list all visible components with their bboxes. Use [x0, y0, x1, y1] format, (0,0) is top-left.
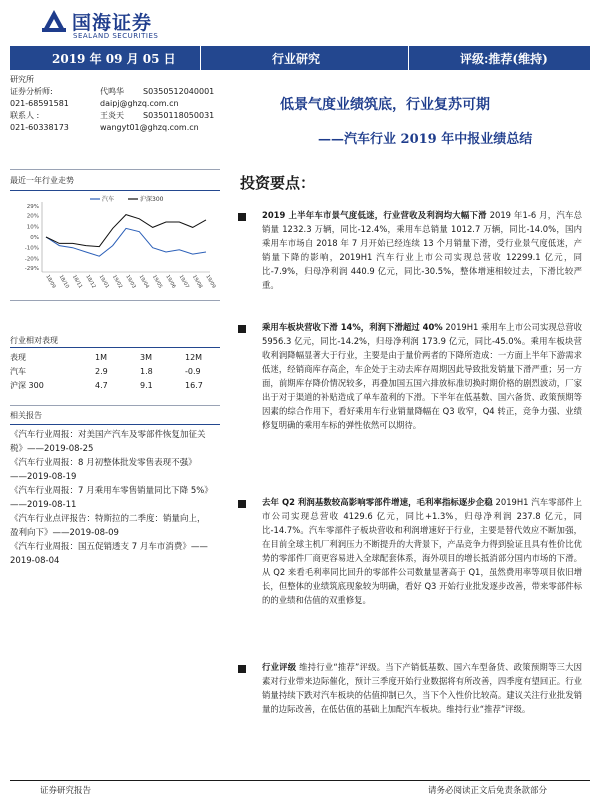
bullet-square — [238, 500, 246, 508]
key-points-heading: 投资要点： — [240, 174, 316, 192]
sealand-logo-icon — [40, 6, 68, 34]
bullet-square — [238, 665, 246, 673]
analyst-email[interactable]: daipj@ghzq.com.cn — [100, 99, 179, 108]
x-tick-label: 19/06 — [164, 274, 177, 290]
report-type: 行业研究 — [272, 52, 321, 66]
analyst-row: 证券分析师: 代鸣华 S0350512040001 — [10, 87, 215, 96]
institute-label: 研究所 — [10, 75, 34, 84]
table-header-row: 表现 1M 3M 12M — [10, 352, 203, 362]
divider — [10, 405, 220, 406]
divider — [10, 300, 220, 301]
logo-english-name: SEALAND SECURITIES — [73, 32, 159, 40]
header-divider — [408, 46, 409, 70]
analyst-row: 联系人 : 王炎天 S0350118050031 — [10, 111, 215, 120]
x-tick-label: 19/08 — [190, 274, 204, 290]
y-tick-label: -10% — [24, 245, 39, 252]
chart-legend — [90, 195, 164, 203]
x-tick-label: 19/04 — [137, 274, 151, 290]
rating: 评级:推荐(维持) — [460, 52, 548, 66]
analyst-email[interactable]: wangyt01@ghzq.com.cn — [100, 123, 199, 132]
analyst-block — [10, 86, 230, 134]
series-line-hs300 — [46, 215, 206, 247]
analyst-row: 021-68591581 daipj@ghzq.com.cn — [10, 99, 179, 108]
y-tick-label: 29% — [26, 204, 39, 210]
y-tick-label: 20% — [26, 213, 39, 220]
related-report-item[interactable]: 《汽车行业周报：国五促销透支 7 月车市消费》——2019-08-04 — [10, 542, 208, 566]
x-tick-label: 19/05 — [150, 274, 164, 290]
x-tick-label: 18/10 — [57, 274, 71, 290]
divider — [10, 190, 220, 191]
header-bar — [10, 46, 590, 70]
table-row: 沪深 300 4.7 9.1 16.7 — [10, 380, 203, 390]
legend-label-auto: 汽车 — [102, 196, 115, 203]
bullet-square — [238, 325, 246, 333]
divider — [10, 347, 220, 348]
header-divider — [200, 46, 201, 70]
performance-title: 行业相对表现 — [10, 336, 58, 345]
table-row: 汽车 2.9 1.8 -0.9 — [10, 366, 201, 376]
x-tick-label: 19/07 — [177, 274, 191, 290]
related-title: 相关报告 — [10, 411, 42, 420]
divider — [10, 169, 220, 170]
logo-chinese-name: 国海证券 — [72, 12, 153, 34]
series-line-auto — [46, 228, 206, 256]
footer-left: 证券研究报告 — [40, 786, 92, 796]
trend-title: 最近一年行业走势 — [10, 176, 74, 185]
y-tick-label: 10% — [26, 224, 39, 231]
related-report-item[interactable]: 《汽车行业周报：7 月乘用车零售销量同比下降 5%》——2019-08-11 — [10, 486, 213, 510]
x-tick-label: 19/01 — [97, 274, 111, 290]
key-point-paragraph: 2019 上半年车市景气度低迷，行业营收及利润均大幅下滑 2019 年1-6 月，汽车总销量 1232.3 万辆，同比-12.4%，乘用车总销量 1012.7 万辆，同比-14.0%，国内乘用车市场自 2018 年 7 月开始已经连续 13 个月销量下滑，受行业景气度低迷，产销量下降的影响，2019H1 汽车行业上市公司实现总营收 12299.1 亿元，同比-7.9%，归母净利润 440.9 亿元，同比-30.5%，整体增速相较过去，下滑比较严重。 — [262, 210, 582, 290]
key-point-paragraph: 行业评级 维持行业“推荐”评级。当下产销低基数、国六车型备货、政策预期等三大因素对行业带来边际催化，预计三季度开始行业数据将有所改善，四季度有望回正。行业销量持续下跌对汽车板块的估值抑制已久，当下个入性价比较高。建议关注行业批发销量的边际改善，在低估值的基础上加配汽车板块。维持行业“推荐”评级。 — [262, 662, 583, 714]
industry-trend-chart — [10, 192, 220, 297]
bullet-square — [238, 213, 246, 221]
legend-label-hs300: 沪深300 — [140, 196, 164, 203]
page-subtitle: ——汽车行业 2019 年中报业绩总结 — [318, 132, 533, 147]
performance-table — [10, 350, 220, 392]
x-tick-label: 18/12 — [84, 274, 97, 290]
related-report-list — [10, 428, 213, 568]
related-report-item[interactable]: 《汽车行业周报：8 月初整体批发零售表现不强》——2019-08-19 — [10, 458, 197, 482]
key-point-paragraph: 乘用车板块营收下滑 14%，利润下滑超过 40% 2019H1 乘用车上市公司实现总营收 5956.3 亿元，同比-14.2%，归母净利润 173.9 亿元，同比-45.0%。乘用车板块营收利润降幅显著大于行业，主要是由于量价两者的下降所造成：一方面上半年下游需求低迷，经销商库存高企，车企处于主动去库存周期因此导致批发销量下滑严重；另一方面，前期库存降价情况较多，再叠加国五国六排放标准切换时期价格的剧烈波动，厂家出于对于渠道的补贴造成了单车盈利的下滑。下半年在低基数、国六备货、政策预期等因素的综合作用下，看好乘用车行业销量降幅在 Q3 收窄，Q4 转正，竞争力强、业绩修复明确的乘用车标的弹性依然可以期待。 — [262, 322, 582, 430]
y-tick-label: -29% — [24, 266, 39, 272]
x-tick-label: 19/09 — [204, 274, 217, 290]
divider — [10, 424, 220, 425]
y-tick-label: -20% — [24, 256, 39, 263]
y-tick-label: 0% — [30, 235, 39, 241]
footer-right: 请务必阅读正文后免责条款部分 — [428, 786, 548, 796]
x-tick-label: 19/02 — [110, 274, 124, 290]
x-tick-label: 18/11 — [70, 274, 84, 290]
related-report-item[interactable]: 《汽车行业点评报告：特斯拉的二季度：销量向上，盈利向下》——2019-08-09 — [10, 514, 206, 538]
x-tick-label: 18/09 — [44, 274, 57, 290]
report-date: 2019 年 09 月 05 日 — [52, 52, 176, 66]
page-title: 低景气度业绩筑底，行业复苏可期 — [280, 97, 490, 113]
key-point-paragraph: 去年 Q2 利润基数较高影响零部件增速，毛利率指标逐步企稳 2019H1 汽车零部件上市公司实现总营收 4129.6 亿元，同比+1.3%，归母净利润 237.8 亿元，同比-14.7%。汽车零部件子板块营收和利润增速好于行业，主要是替代效应不断加强，在目前全球主机厂利润压力不断提升的大背景下，产品竞争力得到验证且具有性价比优势的零部件厂商更容易进入全球配套体系，海外项目的增长抵消部分国内市场的下滑。从 Q2 来看毛利率同比回升的零部件公司数量显著高于 Q1，虽然费用率等项目依旧增长，但整体的业绩筑底现象较为明确，看好 Q3 开始行业批发逐步改善，带来零部件标的的业绩和估值的双重修复。 — [262, 497, 582, 605]
related-report-item[interactable]: 《汽车行业周报：对美国产汽车及零部件恢复加征关税》——2019-08-25 — [10, 430, 206, 454]
analyst-row: 021-60338173 wangyt01@ghzq.com.cn — [10, 123, 199, 132]
x-tick-label: 19/03 — [124, 274, 137, 290]
company-logo — [40, 6, 190, 46]
footer-rule — [10, 780, 590, 781]
